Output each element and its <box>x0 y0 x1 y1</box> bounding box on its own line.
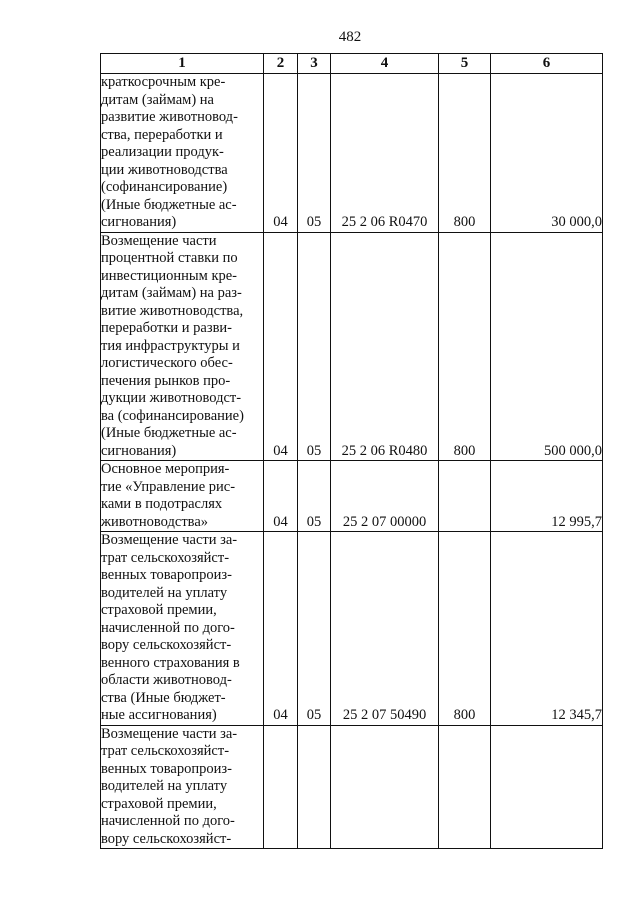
cell-c2: 04 <box>264 232 298 461</box>
table-row <box>101 461 603 532</box>
row-name-line: ные ассигнования) <box>101 707 217 723</box>
row-name-line: Возмещение части за- <box>101 532 238 548</box>
row-name-line: переработки и разви- <box>101 320 233 336</box>
cell-c5: 800 <box>439 232 491 461</box>
row-name-line: животноводства» <box>101 513 209 530</box>
row-name-cell <box>101 232 264 461</box>
row-name-line: ства, переработки и <box>101 126 223 143</box>
row-name-line: Возмещение части за- <box>101 725 238 742</box>
row-name-line: краткосрочным кре- <box>101 74 226 90</box>
row-name-cell <box>101 74 264 233</box>
row-name-line: тие «Управление рис- <box>101 478 236 495</box>
table-body <box>101 74 603 849</box>
row-name-cell <box>101 725 264 849</box>
row-name-line: дитам (займам) на <box>101 91 214 108</box>
row-name-line: страховой премии, <box>101 602 217 618</box>
header-col-4: 4 <box>331 54 439 74</box>
row-name-line: страховой премии, <box>101 795 217 812</box>
cell-c3: 05 <box>298 232 331 461</box>
cell-c2: 04 <box>264 74 298 233</box>
row-name-line: водителей на уплату <box>101 778 228 794</box>
table-row <box>101 532 603 726</box>
row-name-line: водителей на уплату <box>101 584 228 601</box>
row-name-line: области животновод- <box>101 672 232 688</box>
row-name-line: Возмещение части <box>101 232 217 249</box>
cell-c6: 12 995,7 <box>491 461 603 532</box>
cell-c3: 05 <box>298 461 331 532</box>
row-name-line: венного страхования в <box>101 654 240 671</box>
row-name-line: дукции животноводст- <box>101 390 242 406</box>
cell-c3 <box>298 725 331 849</box>
row-name-line: дитам (займам) на раз- <box>101 285 242 301</box>
row-name-line: начисленной по дого- <box>101 619 235 636</box>
row-name-line: сигнования) <box>101 214 177 230</box>
row-name-line: тия инфраструктуры и <box>101 337 240 354</box>
page-number: 482 <box>338 29 362 45</box>
row-name-line: сигнования) <box>101 442 177 459</box>
row-name-line: ции животноводства <box>101 161 228 178</box>
cell-c2: 04 <box>264 532 298 726</box>
row-name-line: трат сельскохозяйст- <box>101 743 230 759</box>
cell-c6 <box>491 725 603 849</box>
cell-c4: 25 2 06 R0470 <box>331 74 439 233</box>
table-row <box>101 74 603 233</box>
row-name-line: (Иные бюджетные ас- <box>101 196 237 213</box>
cell-c4: 25 2 07 50490 <box>331 532 439 726</box>
row-name-line: венных товаропроиз- <box>101 567 232 583</box>
cell-c3: 05 <box>298 532 331 726</box>
row-name-line: вору сельскохозяйст- <box>101 830 232 847</box>
header-col-2: 2 <box>264 54 298 74</box>
row-name-line: инвестиционным кре- <box>101 267 238 284</box>
table-row <box>101 725 603 849</box>
row-name-line: процентной ставки по <box>101 250 238 266</box>
cell-c5 <box>439 461 491 532</box>
budget-table <box>100 53 603 849</box>
table-header <box>101 54 603 74</box>
row-name-line: (софинансирование) <box>101 179 228 195</box>
cell-c4 <box>331 725 439 849</box>
cell-c2: 04 <box>264 461 298 532</box>
header-col-6: 6 <box>491 54 603 74</box>
row-name-line: развитие животновод- <box>101 109 238 125</box>
row-name-cell <box>101 461 264 532</box>
cell-c2 <box>264 725 298 849</box>
row-name-line: вору сельскохозяйст- <box>101 637 232 653</box>
cell-c6: 12 345,7 <box>491 532 603 726</box>
cell-c4: 25 2 06 R0480 <box>331 232 439 461</box>
row-name-line: ва (софинансирование) <box>101 407 244 424</box>
row-name-line: печения рынков про- <box>101 372 231 389</box>
cell-c5 <box>439 725 491 849</box>
cell-c3: 05 <box>298 74 331 233</box>
row-name-line: начисленной по дого- <box>101 813 235 829</box>
table-row <box>101 232 603 461</box>
header-row <box>101 54 603 74</box>
cell-c4: 25 2 07 00000 <box>331 461 439 532</box>
row-name-line: ками в подотраслях <box>101 496 223 512</box>
header-col-3: 3 <box>298 54 331 74</box>
cell-c5: 800 <box>439 532 491 726</box>
row-name-line: Основное мероприя- <box>101 461 230 477</box>
cell-c6: 500 000,0 <box>491 232 603 461</box>
header-col-5: 5 <box>439 54 491 74</box>
row-name-line: реализации продук- <box>101 144 224 160</box>
row-name-line: ства (Иные бюджет- <box>101 689 226 706</box>
row-name-cell <box>101 532 264 726</box>
header-col-1: 1 <box>101 54 264 74</box>
row-name-line: венных товаропроиз- <box>101 760 232 777</box>
row-name-line: трат сельскохозяйст- <box>101 549 230 566</box>
cell-c5: 800 <box>439 74 491 233</box>
cell-c6: 30 000,0 <box>491 74 603 233</box>
row-name-line: витие животноводства, <box>101 302 244 319</box>
row-name-line: логистического обес- <box>101 355 233 371</box>
row-name-line: (Иные бюджетные ас- <box>101 425 237 441</box>
